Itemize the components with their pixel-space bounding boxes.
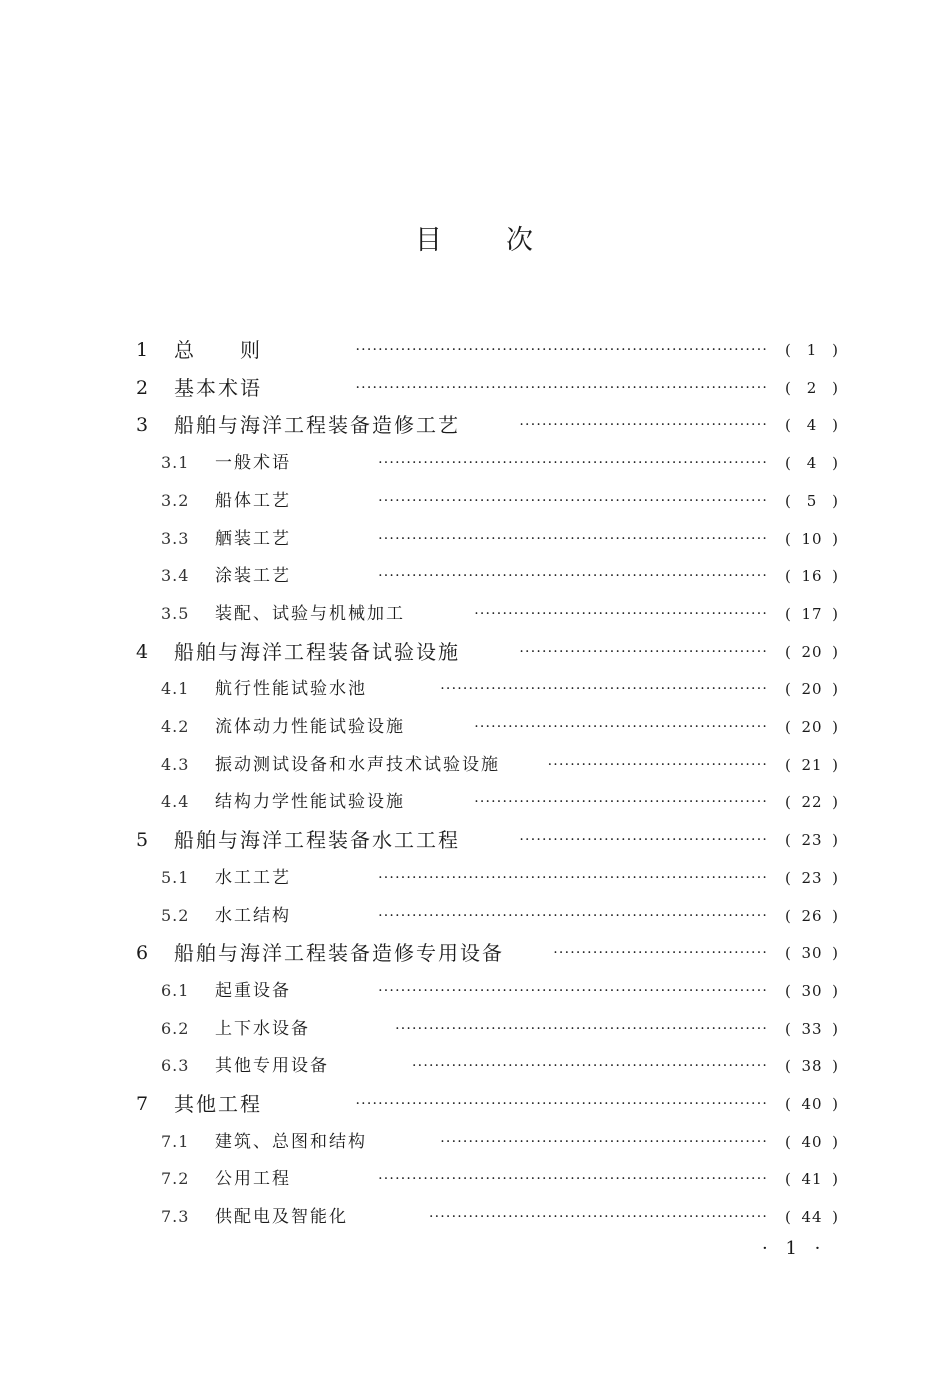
toc-leader-dots: ·······································	[547, 756, 768, 773]
toc-entry[interactable]	[0, 934, 950, 972]
toc-entry-title: 航行性能试验水池	[215, 679, 367, 700]
toc-entry[interactable]	[0, 1085, 950, 1123]
toc-entry-number: 7.2	[161, 1169, 190, 1189]
toc-entry-title: 装配、试验与机械加工	[215, 603, 405, 624]
toc-entry-page: ( 20 )	[785, 670, 839, 708]
toc-entry-title: 船舶与海洋工程装备造修专用设备	[174, 941, 504, 966]
toc-leader-dots: ·····································································	[378, 530, 768, 547]
toc-leader-dots: ····················································	[474, 794, 768, 811]
toc-entry-page-number: 5	[806, 491, 818, 510]
toc-entry-number: 4.1	[161, 679, 190, 699]
toc-entry-page: ( 10 )	[785, 520, 839, 558]
toc-entry-number: 7.1	[161, 1131, 190, 1151]
toc-entry-title: 建筑、总图和结构	[215, 1131, 367, 1152]
toc-leader-dots: ····························································	[428, 1209, 768, 1226]
toc-entry-page: ( 38 )	[785, 1047, 839, 1085]
toc-entry-page: ( 23 )	[785, 859, 839, 897]
toc-entry-number: 7.3	[161, 1207, 190, 1227]
title-char-left: 目	[415, 225, 444, 256]
toc-entry[interactable]	[0, 783, 950, 821]
toc-entry-number: 5.1	[161, 867, 190, 887]
toc-entry[interactable]	[0, 821, 950, 859]
toc-entry-page: ( 23 )	[785, 821, 839, 859]
toc-entry-page-number: 4	[806, 416, 818, 435]
toc-entry-page-number: 41	[801, 1170, 823, 1189]
toc-entry-title: 水工工艺	[215, 867, 291, 888]
toc-entry-page: ( 21 )	[785, 746, 839, 784]
toc-entry-page-number: 2	[806, 378, 818, 397]
toc-leader-dots: ·····································································	[378, 455, 768, 472]
toc-leader-dots: ··························································	[440, 681, 768, 698]
toc-entry-page-number: 40	[801, 1132, 823, 1151]
toc-entry[interactable]	[0, 1047, 950, 1085]
toc-entry-title: 船体工艺	[215, 490, 291, 511]
toc-leader-dots: ·····································································	[378, 869, 768, 886]
toc-entry-page-number: 26	[801, 906, 823, 925]
toc-entry-title: 公用工程	[215, 1169, 291, 1190]
toc-leader-dots: ··································································	[395, 1020, 768, 1037]
toc-entry-page-number: 40	[801, 1095, 823, 1113]
toc-entry-number: 6.2	[161, 1018, 190, 1038]
page-title	[0, 218, 950, 257]
toc-entry-page-number: 17	[801, 604, 823, 623]
toc-entry-page-number: 20	[801, 642, 823, 661]
toc-entry-page-number: 21	[801, 755, 823, 774]
toc-entry[interactable]	[0, 369, 950, 407]
toc-entry[interactable]	[0, 1198, 950, 1236]
toc-leader-dots: ·····································································	[378, 492, 768, 509]
toc-leader-dots: ·····································································	[378, 568, 768, 585]
toc-entry-title: 结构力学性能试验设施	[215, 792, 405, 813]
toc-entry-page-number: 4	[806, 454, 818, 473]
toc-entry[interactable]	[0, 557, 950, 595]
toc-entry-number: 5.2	[161, 905, 190, 925]
toc-entry-number: 6.1	[161, 980, 190, 1000]
toc-entry[interactable]	[0, 670, 950, 708]
toc-entry-page: ( 5 )	[785, 482, 839, 520]
toc-entry-page: ( 20 )	[785, 708, 839, 746]
toc-entry-page-number: 22	[801, 793, 823, 812]
toc-leader-dots: ····················································	[474, 719, 768, 735]
toc-entry-title: 涂装工艺	[215, 566, 291, 587]
toc-entry-title: 振动测试设备和水声技术试验设施	[215, 754, 500, 775]
toc-entry-number: 1	[136, 339, 149, 361]
toc-entry-page-number: 33	[801, 1019, 823, 1038]
toc-entry-number: 3	[136, 414, 149, 437]
title-char-right: 次	[506, 225, 535, 256]
toc-entry-number: 3.3	[161, 528, 190, 548]
toc-leader-dots: ············································	[519, 832, 768, 849]
toc-entry-page: ( 30 )	[785, 972, 839, 1010]
toc-entry[interactable]	[0, 520, 950, 558]
toc-entry-title: 一般术语	[215, 453, 291, 474]
toc-entry-page: ( 26 )	[785, 897, 839, 935]
toc-entry-title: 总 则	[174, 338, 262, 362]
toc-entry-number: 6	[136, 942, 149, 965]
toc-entry[interactable]	[0, 708, 950, 746]
toc-entry-title: 基本术语	[174, 375, 262, 400]
toc-entry-number: 3.4	[161, 566, 190, 586]
toc-leader-dots: ·····································································	[378, 982, 768, 999]
toc-leader-dots: ·····································································	[378, 907, 768, 924]
toc-entry-page: ( 41 )	[785, 1160, 839, 1198]
toc-entry-number: 3.2	[161, 490, 190, 510]
toc-leader-dots: ·········································································	[355, 342, 768, 358]
toc-leader-dots: ·······························································	[412, 1058, 768, 1075]
toc-entry-page-number: 23	[801, 831, 823, 850]
toc-entry-title: 舾装工艺	[215, 528, 291, 549]
toc-entry-page: ( 4 )	[785, 444, 839, 482]
toc-entry-page-number: 10	[801, 529, 823, 548]
toc-entry-page: ( 2 )	[785, 369, 839, 407]
toc-entry[interactable]	[0, 444, 950, 482]
toc-entry-page: ( 1 )	[785, 331, 839, 369]
toc-entry-page-number: 20	[801, 718, 823, 736]
toc-entry-page-number: 44	[801, 1208, 823, 1227]
toc-entry[interactable]	[0, 1160, 950, 1198]
toc-entry-page-number: 16	[801, 567, 823, 586]
toc-entry-number: 3.1	[161, 453, 190, 473]
toc-entry[interactable]	[0, 1010, 950, 1048]
toc-entry-page: ( 30 )	[785, 934, 839, 972]
toc-entry-title: 供配电及智能化	[215, 1207, 348, 1228]
toc-entry-number: 7	[136, 1093, 149, 1115]
toc-entry-number: 5	[136, 829, 149, 852]
toc-entry[interactable]	[0, 331, 950, 369]
toc-entry-number: 4	[136, 640, 149, 663]
toc-entry-page: ( 17 )	[785, 595, 839, 633]
toc-leader-dots: ··························································	[440, 1133, 768, 1150]
toc-entry[interactable]	[0, 406, 950, 444]
toc-entry-page: ( 22 )	[785, 783, 839, 821]
toc-entry[interactable]	[0, 746, 950, 784]
toc-entry-title: 船舶与海洋工程装备水工工程	[174, 828, 460, 853]
toc-entry-title: 船舶与海洋工程装备造修工艺	[174, 413, 460, 438]
toc-entry-title: 上下水设备	[215, 1018, 310, 1039]
toc-entry-page: ( 4 )	[785, 406, 839, 444]
toc-entry-page: ( 44 )	[785, 1198, 839, 1236]
toc-entry-title: 船舶与海洋工程装备试验设施	[174, 639, 460, 664]
toc-leader-dots: ············································	[519, 643, 768, 660]
toc-entry[interactable]	[0, 897, 950, 935]
toc-entry-title: 其他工程	[174, 1092, 262, 1116]
toc-entry-page-number: 38	[801, 1057, 823, 1076]
toc-leader-dots: ············································	[519, 417, 768, 434]
toc-entry-title: 起重设备	[215, 980, 291, 1001]
toc-entry-page-number: 30	[801, 944, 823, 963]
toc-entry[interactable]	[0, 595, 950, 633]
toc-entry-page: ( 20 )	[785, 633, 839, 671]
toc-entry-title: 水工结构	[215, 905, 291, 926]
toc-entry-number: 4.3	[161, 754, 190, 774]
toc-leader-dots: ·····································································	[378, 1171, 768, 1188]
toc-leader-dots: ·········································································	[355, 1096, 768, 1112]
toc-leader-dots: ······································	[553, 945, 768, 962]
toc-entry-page-number: 23	[801, 868, 823, 887]
toc-entry[interactable]	[0, 859, 950, 897]
toc-entry-number: 3.5	[161, 603, 190, 623]
toc-entry-page-number: 20	[801, 680, 823, 699]
toc-entry[interactable]	[0, 1123, 950, 1161]
toc-entry-number: 6.3	[161, 1056, 190, 1076]
toc-entry-page: ( 40 )	[785, 1123, 839, 1161]
toc-entry-number: 2	[136, 376, 149, 399]
toc-leader-dots: ····················································	[474, 605, 768, 622]
toc-entry[interactable]	[0, 482, 950, 520]
toc-entry-number: 4.2	[161, 717, 190, 736]
toc-entry-page: ( 33 )	[785, 1010, 839, 1048]
toc-entry[interactable]	[0, 972, 950, 1010]
toc-entry-page: ( 16 )	[785, 557, 839, 595]
toc-entry-number: 4.4	[161, 792, 190, 812]
toc-entry-page-number: 1	[806, 341, 818, 359]
toc-leader-dots: ·········································································	[355, 379, 768, 396]
toc-entry[interactable]	[0, 633, 950, 671]
page-folio: · 1 ·	[762, 1238, 827, 1259]
toc-entry-page: ( 40 )	[785, 1085, 839, 1123]
toc-entry-page-number: 30	[801, 981, 823, 1000]
toc-entry-title: 流体动力性能试验设施	[215, 717, 405, 737]
toc-entry-title: 其他专用设备	[215, 1056, 329, 1077]
